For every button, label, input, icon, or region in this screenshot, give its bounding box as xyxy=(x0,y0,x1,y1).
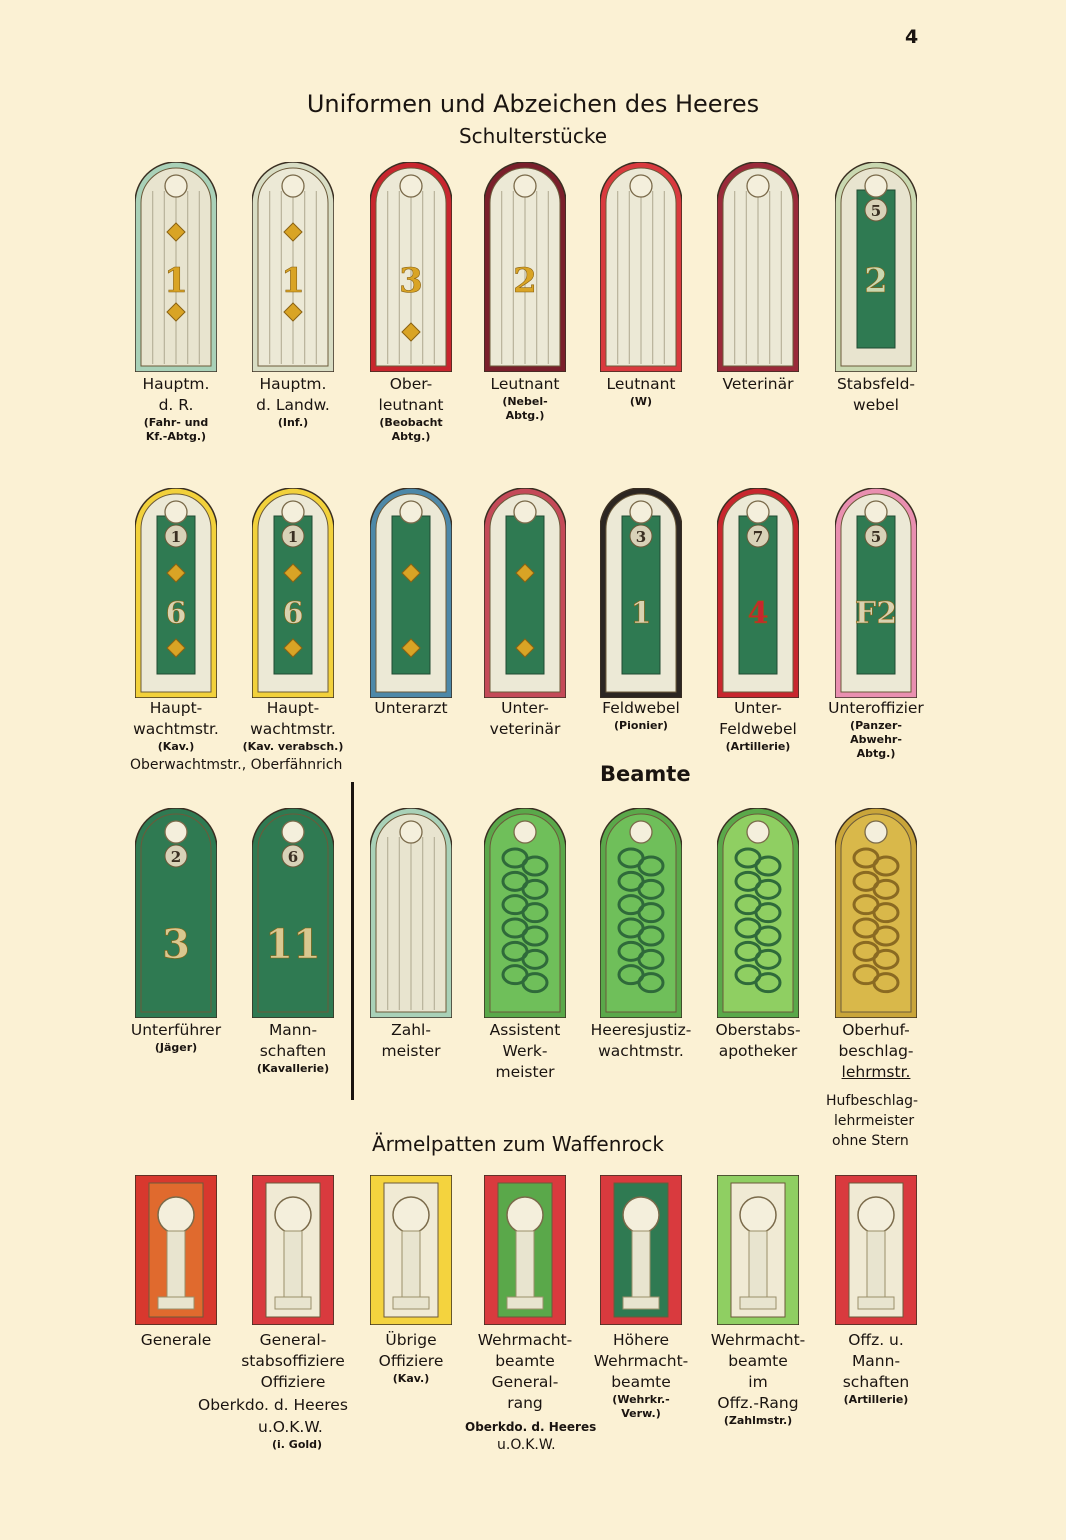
caption-line: Leutnant xyxy=(490,375,560,393)
caption-line: Leutnant xyxy=(606,375,676,393)
caption-detail: Abtg.) xyxy=(856,747,896,760)
caption-detail: (Kavallerie) xyxy=(256,1062,330,1075)
board-numeral: 1 xyxy=(164,261,188,301)
sleeve-patch-3 xyxy=(370,1175,452,1325)
shoulder-board-row2-1 xyxy=(135,488,217,698)
caption-line: Veterinär xyxy=(722,375,794,393)
caption-line: Haupt- xyxy=(149,699,203,717)
caption-line: wachtmstr. xyxy=(598,1042,684,1060)
board-numeral: 11 xyxy=(265,921,321,968)
caption-detail: (Artillerie) xyxy=(725,740,791,753)
row4-caption xyxy=(694,1330,822,1428)
board-cipher: 1 xyxy=(287,528,299,546)
row3-caption xyxy=(229,1020,357,1076)
row1-caption xyxy=(694,374,822,395)
caption-line: Mann- xyxy=(851,1352,901,1370)
section-title-shoulder-boards: Schulterstücke xyxy=(458,124,608,148)
caption-line: beamte xyxy=(495,1352,555,1370)
caption-line: beamte xyxy=(611,1373,671,1391)
caption-detail: Kf.-Abtg.) xyxy=(145,430,207,443)
caption-line: wachtmstr. xyxy=(133,720,219,738)
caption-detail: (Kav. verabsch.) xyxy=(242,740,344,753)
board-numeral: 4 xyxy=(747,596,769,631)
row4-caption xyxy=(461,1330,589,1414)
caption-line: Oberstabs- xyxy=(715,1021,801,1039)
row4-caption xyxy=(812,1330,940,1407)
caption-line: Feldwebel xyxy=(602,699,680,717)
row3-note-line3: ohne Stern xyxy=(832,1133,909,1149)
row2-caption xyxy=(347,698,475,719)
caption-line: beamte xyxy=(728,1352,788,1370)
shoulder-board-row1-7 xyxy=(835,162,917,372)
shoulder-board-row3-2 xyxy=(252,808,334,1018)
caption-detail: (Nebel- xyxy=(502,395,548,408)
board-numeral: 3 xyxy=(399,261,423,301)
caption-detail: (Fahr- und xyxy=(143,416,209,429)
caption-line: apotheker xyxy=(718,1042,798,1060)
row3-caption xyxy=(577,1020,705,1062)
shoulder-board-row3-1 xyxy=(135,808,217,1018)
row2-caption xyxy=(577,698,705,733)
shoulder-board-row3-7 xyxy=(835,808,917,1018)
caption-line: schaften xyxy=(842,1373,910,1391)
caption-line: Feldwebel xyxy=(719,720,797,738)
row3-caption xyxy=(112,1020,240,1055)
caption-line: Übrige xyxy=(385,1331,437,1349)
row2-caption xyxy=(461,698,589,740)
caption-detail: (Wehrkr.- xyxy=(612,1393,670,1406)
row1-caption xyxy=(812,374,940,416)
row2-caption xyxy=(694,698,822,754)
row4-caption xyxy=(347,1330,475,1386)
sleeve-patch-5 xyxy=(600,1175,682,1325)
row4-overflow-a-line3: (i. Gold) xyxy=(272,1438,323,1451)
board-cipher: 2 xyxy=(170,848,182,866)
shoulder-board-row2-7 xyxy=(835,488,917,698)
row1-caption xyxy=(577,374,705,409)
caption-line: leutnant xyxy=(378,396,444,414)
caption-detail: (Beobacht xyxy=(379,416,443,429)
caption-line: Offz. u. xyxy=(848,1331,904,1349)
board-cipher: 6 xyxy=(287,848,299,866)
row4-caption xyxy=(229,1330,357,1393)
caption-line: beschlag- xyxy=(838,1042,914,1060)
caption-line: General- xyxy=(259,1331,327,1349)
caption-detail: Abtg.) xyxy=(505,409,545,422)
shoulder-board-row2-6 xyxy=(717,488,799,698)
sleeve-patch-4 xyxy=(484,1175,566,1325)
caption-line: Hauptm. xyxy=(142,375,210,393)
caption-line: meister xyxy=(495,1063,555,1081)
caption-line: d. Landw. xyxy=(256,396,330,414)
row3-note-line1: Hufbeschlag- xyxy=(826,1093,919,1109)
board-numeral: F2 xyxy=(854,596,898,631)
caption-line: Oberhuf- xyxy=(842,1021,910,1039)
row4-overflow-a-line1: Oberkdo. d. Heeres xyxy=(198,1396,348,1414)
shoulder-board-row2-4 xyxy=(484,488,566,698)
row2-caption xyxy=(229,698,357,754)
shoulder-board-row1-3 xyxy=(370,162,452,372)
caption-line: General- xyxy=(491,1373,559,1391)
caption-line: im xyxy=(748,1373,768,1391)
caption-line: Offiziere xyxy=(260,1373,326,1391)
caption-line: Unterarzt xyxy=(374,699,448,717)
row4-overflow-a-line2: u.O.K.W. xyxy=(258,1418,323,1436)
row1-caption xyxy=(112,374,240,444)
row3-caption xyxy=(812,1020,940,1083)
caption-detail: (Artillerie) xyxy=(843,1393,909,1406)
section-title-beamte: Beamte xyxy=(600,762,691,786)
row4-caption xyxy=(112,1330,240,1351)
caption-line: lehrmstr. xyxy=(841,1063,911,1081)
board-numeral: 2 xyxy=(513,261,537,301)
row3-caption xyxy=(461,1020,589,1083)
caption-line: Offiziere xyxy=(378,1352,444,1370)
row3-caption xyxy=(694,1020,822,1062)
sleeve-patch-6 xyxy=(717,1175,799,1325)
row1-caption xyxy=(461,374,589,423)
shoulder-board-row2-2 xyxy=(252,488,334,698)
row3-note-line2: lehrmeister xyxy=(834,1113,915,1129)
shoulder-board-row2-3 xyxy=(370,488,452,698)
caption-detail: (Inf.) xyxy=(277,416,309,429)
shoulder-board-row3-6 xyxy=(717,808,799,1018)
row2-overflow-caption: Oberwachtmstr., Oberfähnrich xyxy=(130,757,343,773)
caption-line: meister xyxy=(381,1042,441,1060)
row2-caption xyxy=(812,698,940,761)
caption-line: Unteroffizier xyxy=(828,699,924,717)
caption-line: Offz.-Rang xyxy=(717,1394,799,1412)
shoulder-board-row1-4 xyxy=(484,162,566,372)
caption-line: Generale xyxy=(140,1331,212,1349)
board-cipher: 3 xyxy=(635,528,647,546)
sleeve-patch-7 xyxy=(835,1175,917,1325)
caption-line: veterinär xyxy=(489,720,561,738)
shoulder-board-row1-1 xyxy=(135,162,217,372)
caption-detail: Abwehr- xyxy=(850,733,902,746)
caption-line: Wehrmacht- xyxy=(710,1331,806,1349)
caption-detail: (W) xyxy=(629,395,653,408)
caption-line: Werk- xyxy=(502,1042,548,1060)
row4-caption xyxy=(577,1330,705,1421)
board-numeral: 6 xyxy=(282,596,304,631)
board-cipher: 1 xyxy=(170,528,182,546)
row4-overflow-b-line1: Oberkdo. d. Heeres xyxy=(465,1420,597,1434)
shoulder-board-row1-2 xyxy=(252,162,334,372)
caption-line: stabsoffiziere xyxy=(241,1352,345,1370)
caption-line: Mann- xyxy=(268,1021,318,1039)
caption-line: wachtmstr. xyxy=(250,720,336,738)
caption-detail: (Kav.) xyxy=(392,1372,430,1385)
caption-line: Unter- xyxy=(734,699,782,717)
sleeve-patch-1 xyxy=(135,1175,217,1325)
caption-detail: (Zahlmstr.) xyxy=(723,1414,793,1427)
caption-line: webel xyxy=(853,396,899,414)
caption-detail: (Pionier) xyxy=(614,719,668,732)
row4-overflow-b-line2: u.O.K.W. xyxy=(497,1437,556,1453)
row3-caption xyxy=(347,1020,475,1062)
caption-detail: (Kav.) xyxy=(157,740,195,753)
caption-line: Ober- xyxy=(389,375,433,393)
caption-detail: (Panzer- xyxy=(850,719,902,732)
board-cipher: 5 xyxy=(870,202,882,220)
caption-line: Wehrmacht- xyxy=(593,1352,689,1370)
caption-detail: (Jäger) xyxy=(154,1041,198,1054)
page-number: 4 xyxy=(905,26,919,48)
caption-detail: Verw.) xyxy=(621,1407,661,1420)
caption-line: d. R. xyxy=(158,396,194,414)
caption-line: Haupt- xyxy=(266,699,320,717)
sleeve-patch-2 xyxy=(252,1175,334,1325)
caption-detail: Abtg.) xyxy=(391,430,431,443)
board-numeral: 1 xyxy=(281,261,305,301)
caption-line: rang xyxy=(507,1394,543,1412)
row2-caption xyxy=(112,698,240,754)
section-title-sleeve-patches: Ärmelpatten zum Waffenrock xyxy=(372,1132,664,1156)
board-cipher: 5 xyxy=(870,528,882,546)
shoulder-board-row1-6 xyxy=(717,162,799,372)
caption-line: Wehrmacht- xyxy=(477,1331,573,1349)
caption-line: Zahl- xyxy=(391,1021,431,1039)
page-title: Uniformen und Abzeichen des Heeres xyxy=(306,90,760,118)
caption-line: schaften xyxy=(259,1042,327,1060)
caption-line: Unter- xyxy=(501,699,549,717)
row1-caption xyxy=(229,374,357,430)
shoulder-board-row3-3 xyxy=(370,808,452,1018)
board-numeral: 3 xyxy=(162,921,190,968)
shoulder-board-row3-4 xyxy=(484,808,566,1018)
board-numeral: 2 xyxy=(864,261,888,301)
caption-line: Assistent xyxy=(489,1021,561,1039)
caption-line: Heeresjustiz- xyxy=(590,1021,692,1039)
row1-caption xyxy=(347,374,475,444)
board-numeral: 1 xyxy=(630,596,652,631)
caption-line: Stabsfeld- xyxy=(836,375,916,393)
board-numeral: 6 xyxy=(165,596,187,631)
caption-line: Höhere xyxy=(612,1331,670,1349)
caption-line: Unterführer xyxy=(130,1021,222,1039)
shoulder-board-row2-5 xyxy=(600,488,682,698)
shoulder-board-row1-5 xyxy=(600,162,682,372)
caption-line: Hauptm. xyxy=(259,375,327,393)
shoulder-board-row3-5 xyxy=(600,808,682,1018)
board-cipher: 7 xyxy=(752,528,764,546)
